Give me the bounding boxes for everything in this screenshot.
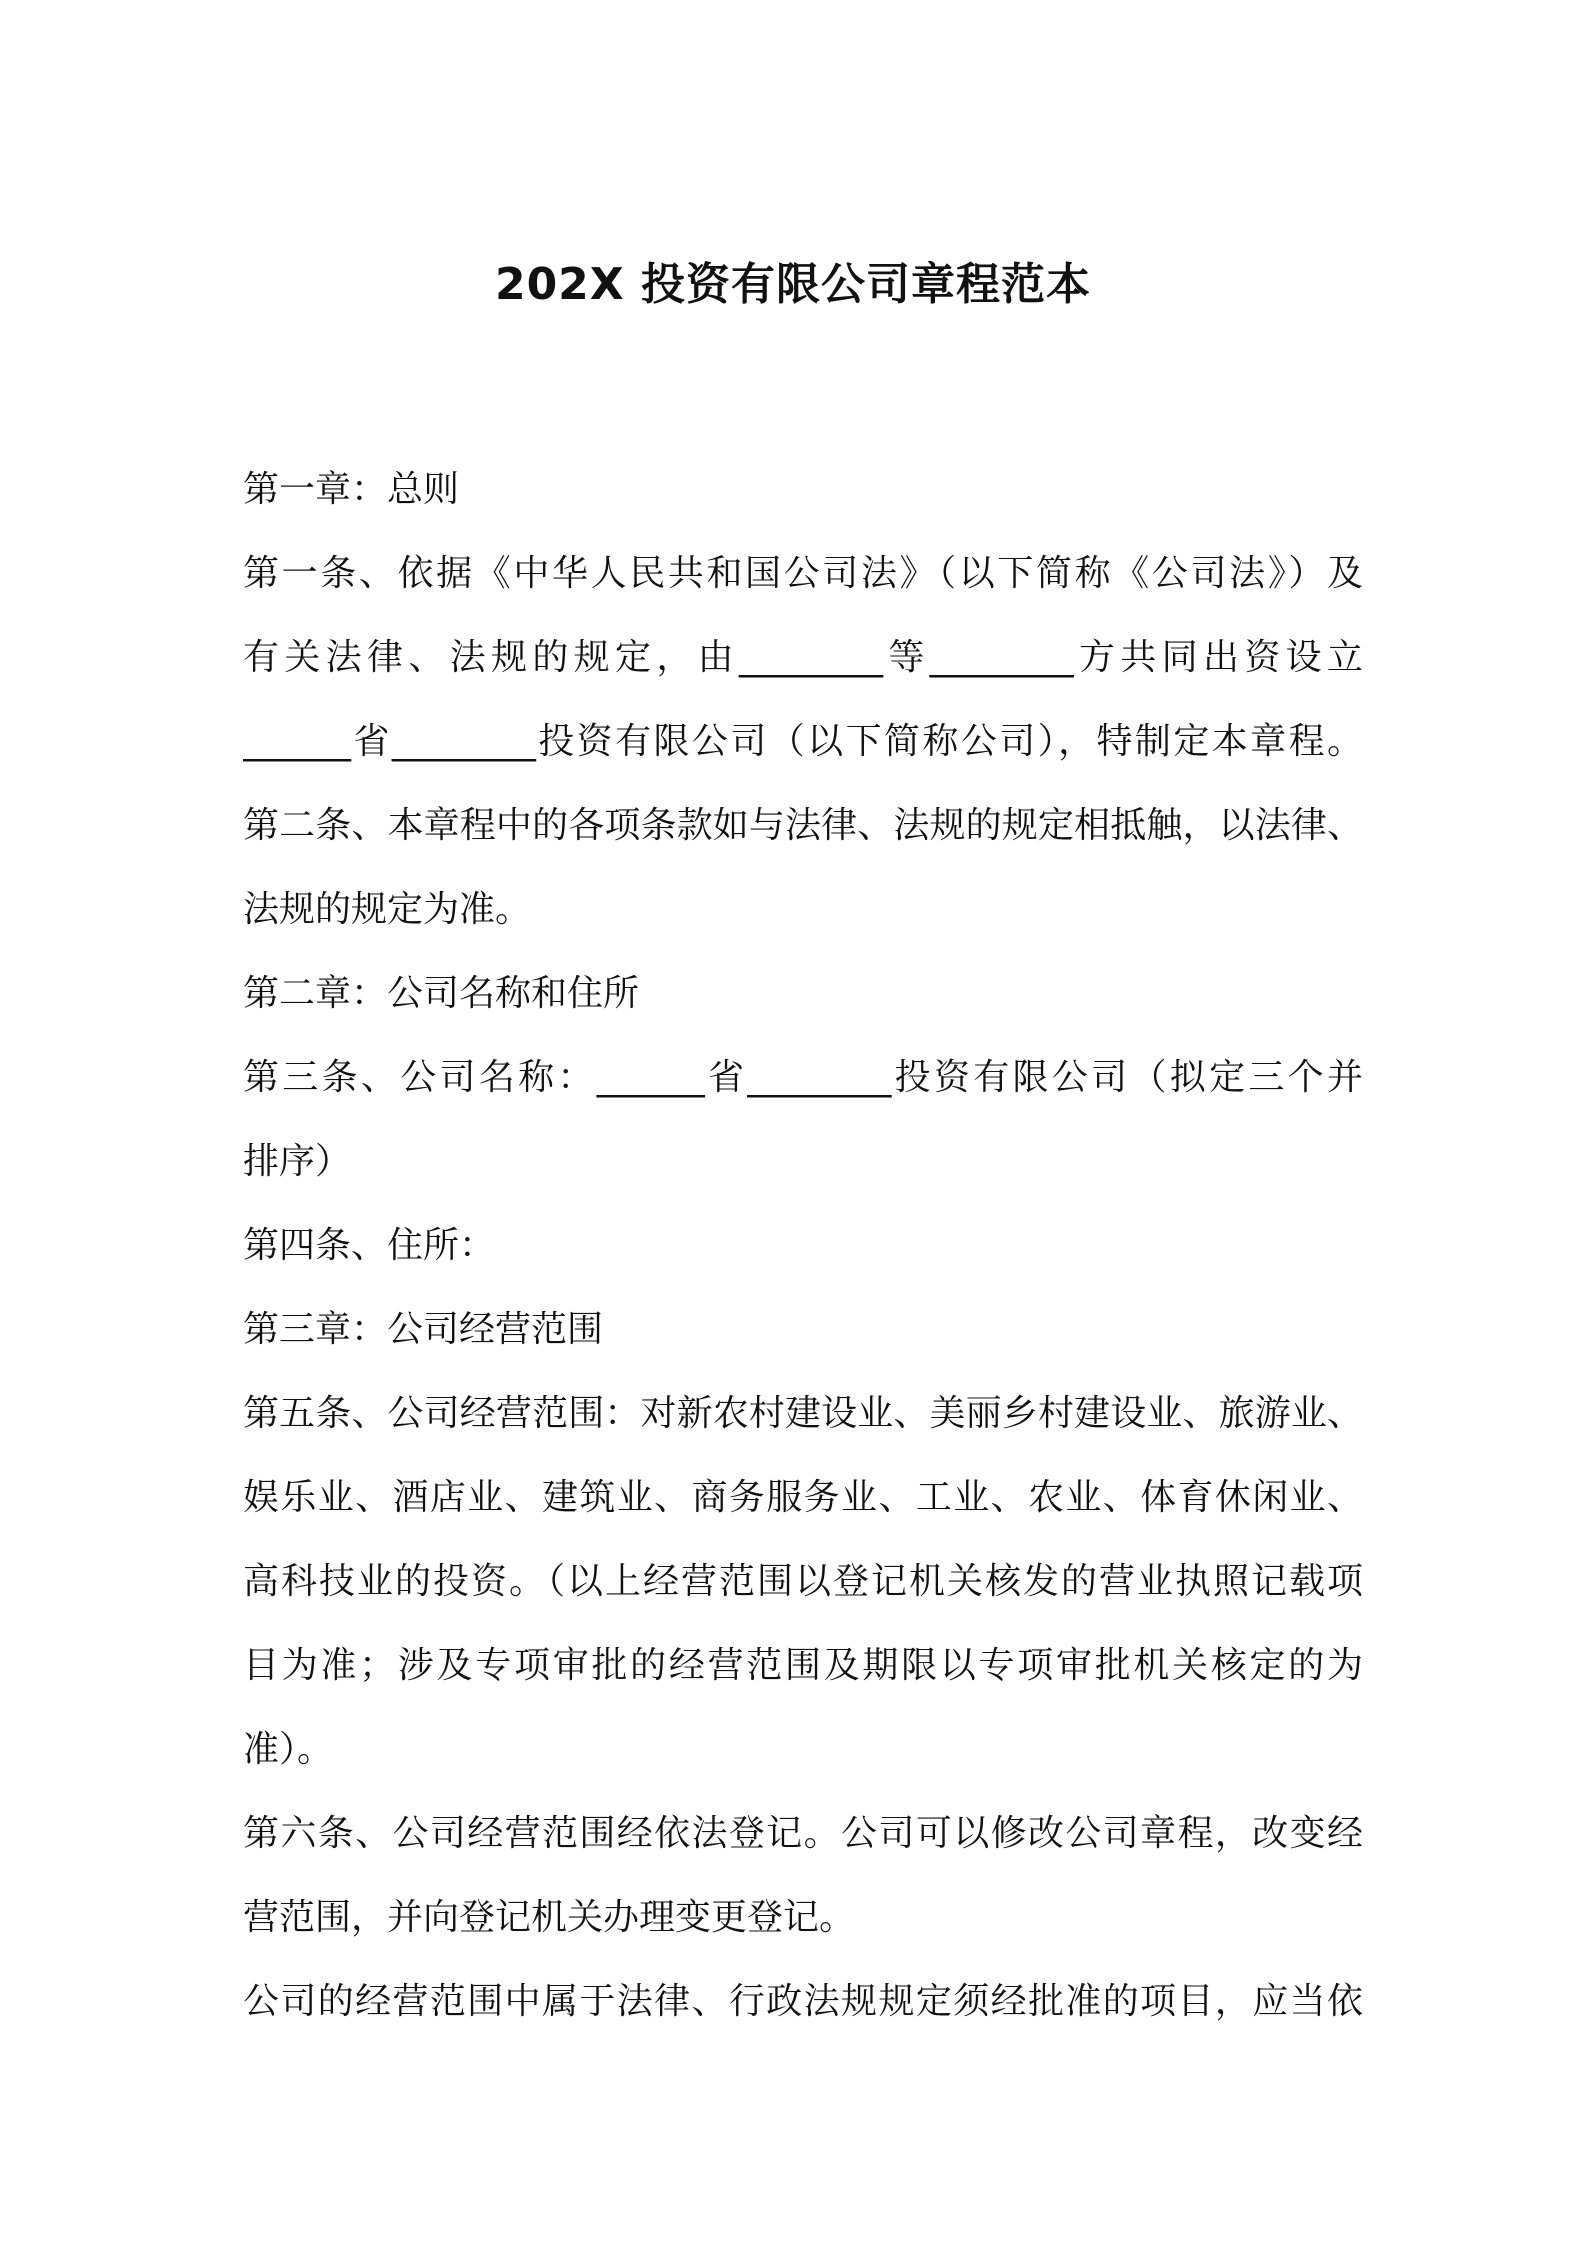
paragraph-line: 第二条、本章程中的各项条款如与法律、法规的规定相抵触，以法律、	[243, 805, 1363, 846]
paragraph-line: 第四条、住所：	[243, 1225, 496, 1266]
paragraph-line: 高科技业的投资。（以上经营范围以登记机关核发的营业执照记载项	[243, 1561, 1363, 1602]
paragraph-line: 准）。	[243, 1729, 334, 1770]
paragraph-line: 目为准；涉及专项审批的经营范围及期限以专项审批机关核定的为	[243, 1645, 1363, 1686]
chapter-heading: 第三章：公司经营范围	[243, 1309, 604, 1350]
paragraph-line: 第六条、公司经营范围经依法登记。公司可以修改公司章程，改变经	[243, 1813, 1363, 1854]
paragraph-line: 第五条、公司经营范围：对新农村建设业、美丽乡村建设业、旅游业、	[243, 1393, 1363, 1434]
paragraph-line: 第三条、公司名称：______省________投资有限公司（拟定三个并	[243, 1057, 1363, 1098]
document-body	[243, 448, 1363, 2044]
paragraph-line: 营范围，并向登记机关办理变更登记。	[243, 1897, 856, 1938]
paragraph-line: 公司的经营范围中属于法律、行政法规规定须经批准的项目，应当依	[243, 1981, 1363, 2022]
document-title: 202X 投资有限公司章程范本	[494, 259, 1092, 310]
chapter-heading: 第二章：公司名称和住所	[243, 973, 640, 1014]
paragraph-line: 有关法律、法规的规定，由________等________方共同出资设立	[243, 637, 1363, 678]
paragraph-line: 第一条、依据《中华人民共和国公司法》（以下简称《公司法》）及	[243, 553, 1363, 594]
paragraph-line: ______省________投资有限公司（以下简称公司），特制定本章程。	[243, 721, 1363, 762]
paragraph-line: 法规的规定为准。	[243, 889, 532, 930]
paragraph-line: 排序）	[243, 1141, 352, 1182]
paragraph-line: 娱乐业、酒店业、建筑业、商务服务业、工业、农业、体育休闲业、	[243, 1477, 1363, 1518]
chapter-heading: 第一章：总则	[243, 469, 460, 510]
